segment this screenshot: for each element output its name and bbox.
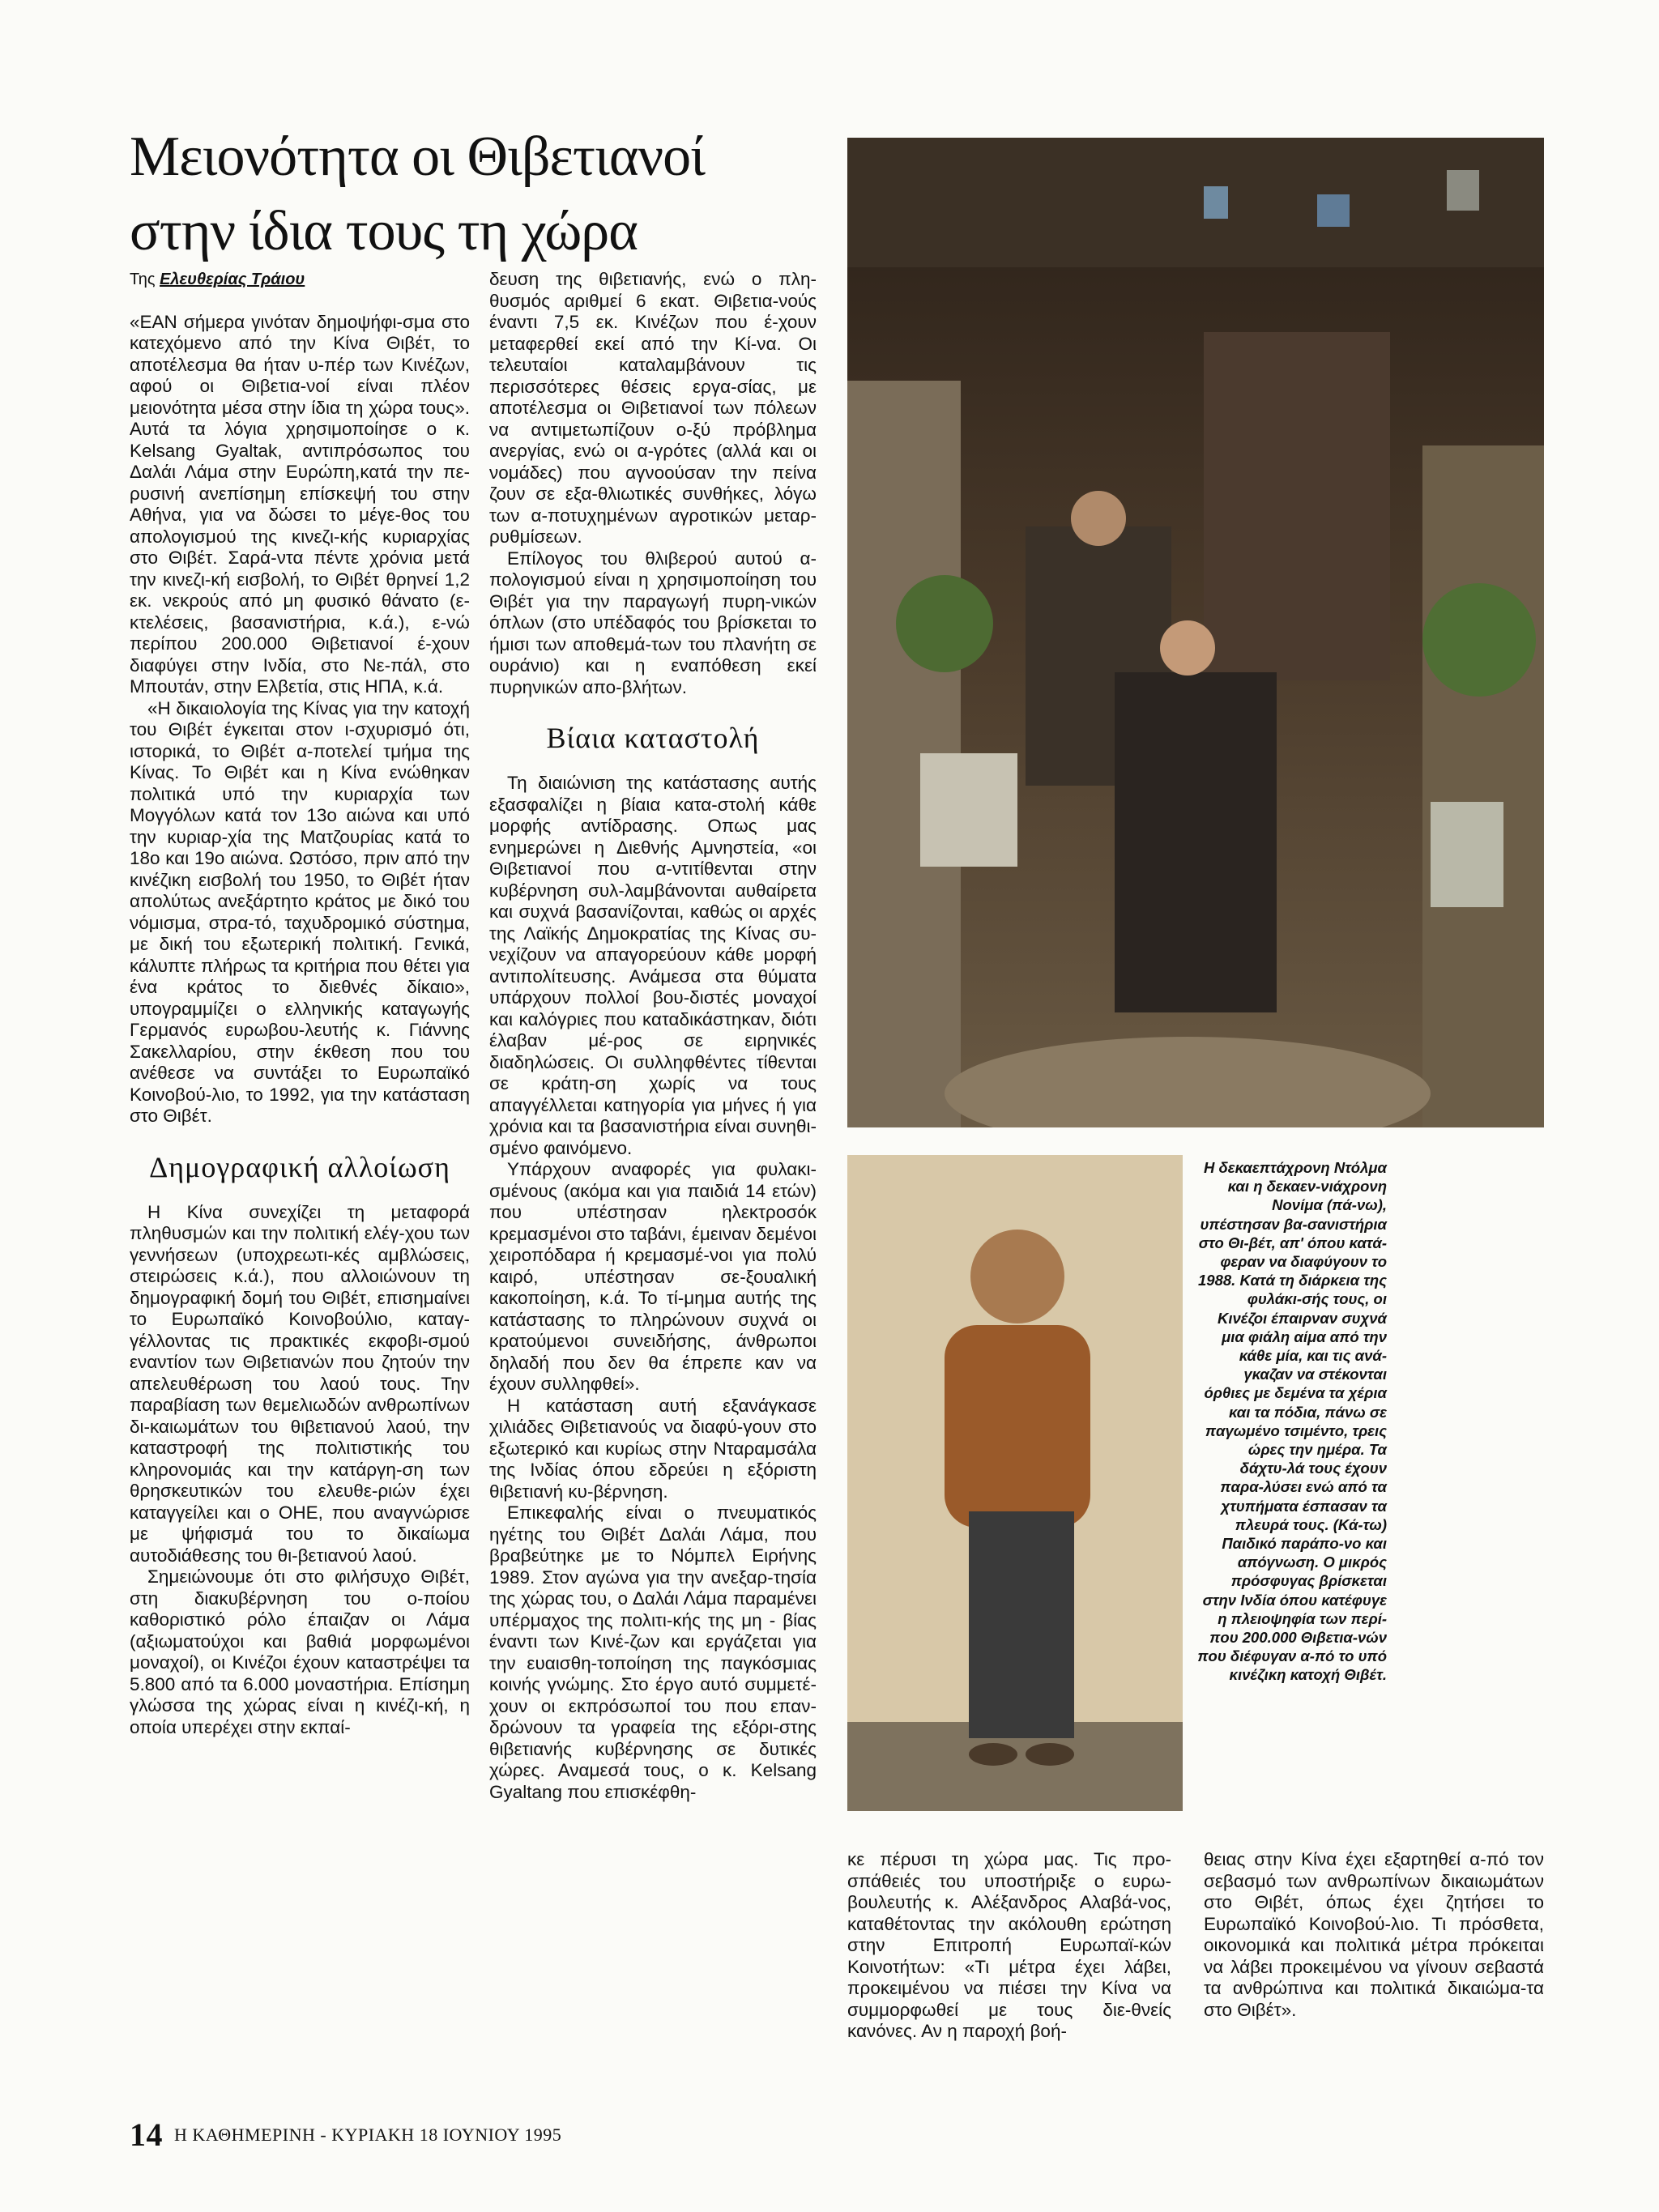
subhead-demographic: Δημογραφική αλλοίωση: [149, 1150, 450, 1183]
headline-line-1: Μειονότητα οι Θιβετιανοί: [130, 126, 706, 188]
page-number: 14: [130, 2116, 163, 2153]
article-paragraph: Η κατάσταση αυτή εξανάγκασε χιλιάδες Θιβετιανούς να διαφύ-γουν στο εξωτερικό και κυρίως στην Νταραμσάλα της Ινδίας όπου εδρεύει η εξόριστη θιβετιανή κυ-βέρνηση.: [489, 1395, 817, 1502]
photo-two-women: [847, 138, 1544, 1127]
article-column-3: [847, 1849, 1171, 2092]
publication-line: Η ΚΑΘΗΜΕΡΙΝΗ - ΚΥΡΙΑΚΗ 18 ΙΟΥΝΙΟΥ 1995: [174, 2125, 562, 2145]
byline-prefix: Της: [130, 271, 156, 288]
article-paragraph: Επικεφαλής είναι ο πνευματικός ηγέτης του Θιβέτ Δαλάι Λάμα, που βραβεύτηκε με το Νόμπελ Ειρήνης 1989. Στον αγώνα για την ανεξαρ-τησία της χώρας του, ο Δαλάι Λάμα παραμένει υπέρμαχος της πολιτι-κής της μη - βίας έναντι των Κινέ-ζων και εργάζεται για την ευαισθη-τοποίηση της παγκόσμιας κοινής γνώμης. Στο έργο αυτό συμμετέ-χουν οι εκπρόσωποί του που επαν-δρώνουν τα γραφεία της εξόρι-στης θιβετιανής κυβέρνησης σε δυτικές χώρες. Αναμεσά τους, ο κ. Kelsang Gyaltang που επισκέφθη-: [489, 1502, 817, 1802]
article-paragraph: κε πέρυσι τη χώρα μας. Τις προ-σπάθειές του υποστήριξε ο ευρω-βουλευτής κ. Αλέξανδρος Αλαβά-νος, καταθέτοντας την ακόλουθη ερώτηση στην Επιτροπή Ευρωπαϊ-κών Κοινοτήτων: «Τι μέτρα έχει λάβει, προκειμένου να πιέσει την Κίνα να συμμορφωθεί με τους διε-θνείς κανόνες. Αν η παροχή βοή-: [847, 1849, 1171, 2041]
byline: [130, 269, 470, 291]
article-column-4: [1204, 1849, 1544, 2092]
article-column-2: [489, 269, 817, 2083]
article-paragraph: θειας στην Κίνα έχει εξαρτηθεί α-πό τον σεβασμό των ανθρωπίνων δικαιωμάτων στο Θιβέτ, όπως έχει ζητήσει το Ευρωπαϊκό Κοινοβού-λιο. Τι πρόσθετα, οικονομικά και πολιτικά μέτρα πρόκειται να λάβει προκειμένου να γίνουν σεβαστά τα ανθρώπινα και πολιτικά δικαιώμα-τα στο Θιβέτ».: [1204, 1849, 1544, 2020]
article-paragraph: «Η δικαιολογία της Κίνας για την κατοχή του Θιβέτ έγκειται στον ι-σχυρισμό ότι, ιστορικά, το Θιβέτ α-ποτελεί τμήμα της Κίνας. Το Θιβέτ και η Κίνα ενώθηκαν πολιτικά υπό την κυριαρχία των Μογγόλων κατά τον 13ο αιώνα και υπό την κυριαρ-χία της Ματζουρίας κατά το 18ο και 19ο αιώνα. Ωστόσο, πριν από την κινέζικη εισβολή του 1950, το Θιβέτ ήταν απολύτως ανεξάρτητο κράτος με δικό του νόμισμα, στρα-τό, ταχυδρομικό σύστημα, με δική του εξωτερική πολιτική. Γενικά, κάλυπτε πλήρως τα κριτήρια που θέτει για ένα κράτος το διεθνές δίκαιο», υπογραμμίζει ο ελληνικής καταγωγής Γερμανός ευρωβου-λευτής κ. Γιάννης Σακελλαρίου, στην έκθεση που του ανέθεσε να συντάξει το Ευρωπαϊκό Κοινοβού-λιο, το 1992, για την κατάσταση στο Θιβέτ.: [130, 697, 470, 1126]
page-footer: [130, 2116, 561, 2154]
article-paragraph: Σημειώνουμε ότι στο φιλήσυχο Θιβέτ, στη διακυβέρνηση του ο-ποίου καθοριστικό ρόλο έπαιζαν οι Λάμα (αξιωματούχοι και βαθιά μορφωμένοι μοναχοί), οι Κινέζοι έχουν καταστρέψει τα 5.800 από τα 6.000 μοναστήρια. Επίσημη γλώσσα της χώρας είναι η κινέζι-κή, η οποία υπερέχει στην εκπαί-: [130, 1566, 470, 1737]
byline-author: Ελευθερίας Τράιου: [160, 271, 305, 288]
photo-refugee-child: [847, 1155, 1183, 1811]
article-paragraph: Υπάρχουν αναφορές για φυλακι-σμένους (ακόμα και για παιδιά 14 ετών) που υπέστησαν ηλεκτροσόκ κρεμασμένοι στο ταβάνι, έμειναν δεμένοι χειροπόδαρα ή κρεμασμέ-νοι για πολύ καιρό, υπέστησαν σε-ξουαλική κακοποίηση, κ.ά. Το τί-μημα αυτής της κατάστασης το πληρώνουν συχνά οι κρατούμενοι συνειδήσης, άνθρωποι δηλαδή που δεν θα έπρεπε καν να έχουν συλληφθεί».: [489, 1159, 817, 1394]
article-paragraph: δευση της θιβετιανής, ενώ ο πλη-θυσμός αριθμεί 6 εκατ. Θιβετια-νούς έναντι 7,5 εκ. Κινέζων που έ-χουν μεταφερθεί εκεί από την Κί-να. Οι τελευταίοι καταλαμβάνουν τις περισσότερες θέσεις εργα-σίας, με αποτέλεσμα οι Θιβετιανοί των πόλεων να αντιμετωπίζουν ο-ξύ πρόβλημα ανεργίας, ενώ οι α-γρότες (αλλά και οι νομάδες) που αγνοούσαν την πείνα ζουν σε εξα-θλιωτικές συνθήκες, λόγω των α-ποτυχημένων αγροτικών μεταρ-ρυθμίσεων.: [489, 269, 817, 547]
headline: [130, 120, 859, 269]
article-paragraph: Τη διαιώνιση της κατάστασης αυτής εξασφαλίζει η βίαια κατα-στολή κάθε μορφής αντίδρασης. Οπως μας ενημερώνει η Διεθνής Αμνηστεία, «οι Θιβετιανοί που α-ντιτίθενται στην κυβέρνηση συλ-λαμβάνονται αυθαίρετα και συχνά βασανίζονται, καθώς οι αρχές της Λαϊκής Δημοκρατίας της Κίνας συ-νεχίζουν να απαγορεύουν κάθε μορφή αντιπολίτευσης. Ανάμεσα στα θύματα υπάρχουν πολλοί βου-διστές μοναχοί και καλόγριες που καταδικάστηκαν, διότι έλαβαν μέ-ρος σε ειρηνικές διαδηλώσεις. Οι συλληφθέντες τίθενται σε κράτη-ση χωρίς να τους απαγγέλλεται κατηγορία για μήνες ή για χρόνια και τα βασανιστήρια είναι συνηθι-σμένο φαινόμενο.: [489, 773, 817, 1158]
photo-caption: Η δεκαεπτάχρονη Ντόλμα και η δεκαεν-νιάχρονη Νονίμα (πά-νω), υπέστησαν βα-σανιστήρια στο Θι-βέτ, απ' όπου κατά-φεραν να διαφύγουν το 1988. Κατά τη διάρκεια της φυλάκι-σής τους, οι Κινέζοι έπαιρναν συχνά μια φιάλη αίμα από την κάθε μία, και τις ανά-γκαζαν να στέκονται όρθιες με δεμένα τα χέρια και τα πόδια, πάνω σε παγωμένο τσιμέντο, τρεις ώρες την ημέρα. Τα δάχτυ-λά τους έχουν παρα-λύσει ενώ από τα χτυπήματα έσπασαν τα πλευρά τους. (Κά-τω) Παιδικό παράπο-νο και απόγνωση. Ο μικρός πρόσφυγας βρίσκεται στην Ινδία όπου κατέφυγε η πλειοψηφία των περί-που 200.000 Θιβετια-νών που διέφυγαν α-πό το υπό κινέζικη κατοχή Θιβέτ.: [1197, 1159, 1387, 1684]
article-paragraph: Η Κίνα συνεχίζει τη μεταφορά πληθυσμών και την πολιτική ελέγ-χου των γεννήσεων (υποχρεωτι-κές αμβλώσεις, στειρώσεις κ.ά.), που αλλοιώνουν τη δημογραφική δομή του Θιβέτ, επισημαίνει το Ευρωπαϊκό Κοινοβούλιο, καταγ-γέλλοντας τις πρακτικές εκφοβι-σμού εναντίον των Θιβετιανών που ζητούν την απελευθέρωση του λαού τους. Την παραβίαση των θεμελιωδών ανθρωπίνων δι-καιωμάτων του θιβετιανού λαού, την καταστροφή της πολιτιστικής του κληρονομιάς και την κατάργη-ση των θρησκευτικών του ελευθε-ριών έχει καταγγείλει και ο ΟΗΕ, που αναγνώρισε με ψήφισμά του το δικαίωμα αυτοδιάθεσης του θι-βετιανού λαού.: [130, 1201, 470, 1566]
article-paragraph: Επίλογος του θλιβερού αυτού α-πολογισμού είναι η χρησιμοποίηση του Θιβέτ για την παραγωγή πυρη-νικών όπλων (στο υπέδαφός του βρίσκεται το ήμισι των αποθεμά-των του πλανήτη σε ουράνιο) και η εναπόθεση εκεί πυρηνικών απο-βλήτων.: [489, 548, 817, 697]
article-column-1: [130, 269, 470, 2083]
headline-line-2: στην ίδια τους τη χώρα: [130, 200, 638, 262]
article-paragraph: «ΕΑΝ σήμερα γινόταν δημοψήφι-σμα στο κατεχόμενο από την Κίνα Θιβέτ, το αποτέλεσμα θα ήταν υ-πέρ των Κινέζων, αφού οι Θιβετια-νοί είναι πλέον μειονότητα μέσα στην ίδια τη χώρα τους». Αυτά τα λόγια χρησιμοποίησε ο κ. Kelsang Gyaltak, αντιπρόσωπος του Δαλάι Λάμα στην Ευρώπη,κατά την πε-ρυσινή ανεπίσημη επίσκεψή του στην Αθήνα, για να δώσει το μέγε-θος του απολογισμού της κινεζι-κής κυριαρχίας στο Θιβέτ. Σαρά-ντα πέντε χρόνια μετά την κινεζι-κή εισβολή, το Θιβέτ θρηνεί 1,2 εκ. νεκρούς από μη φυσικό θάνατο (ε-κτελέσεις, βασανιστήρια, κ.ά.), ε-νώ περίπου 200.000 Θιβετιανοί έ-χουν διαφύγει στην Ινδία, στο Νε-πάλ, στο Μπουτάν, στην Ελβετία, στις ΗΠΑ, κ.ά.: [130, 311, 470, 697]
subhead-repression: Βίαια καταστολή: [546, 722, 760, 754]
